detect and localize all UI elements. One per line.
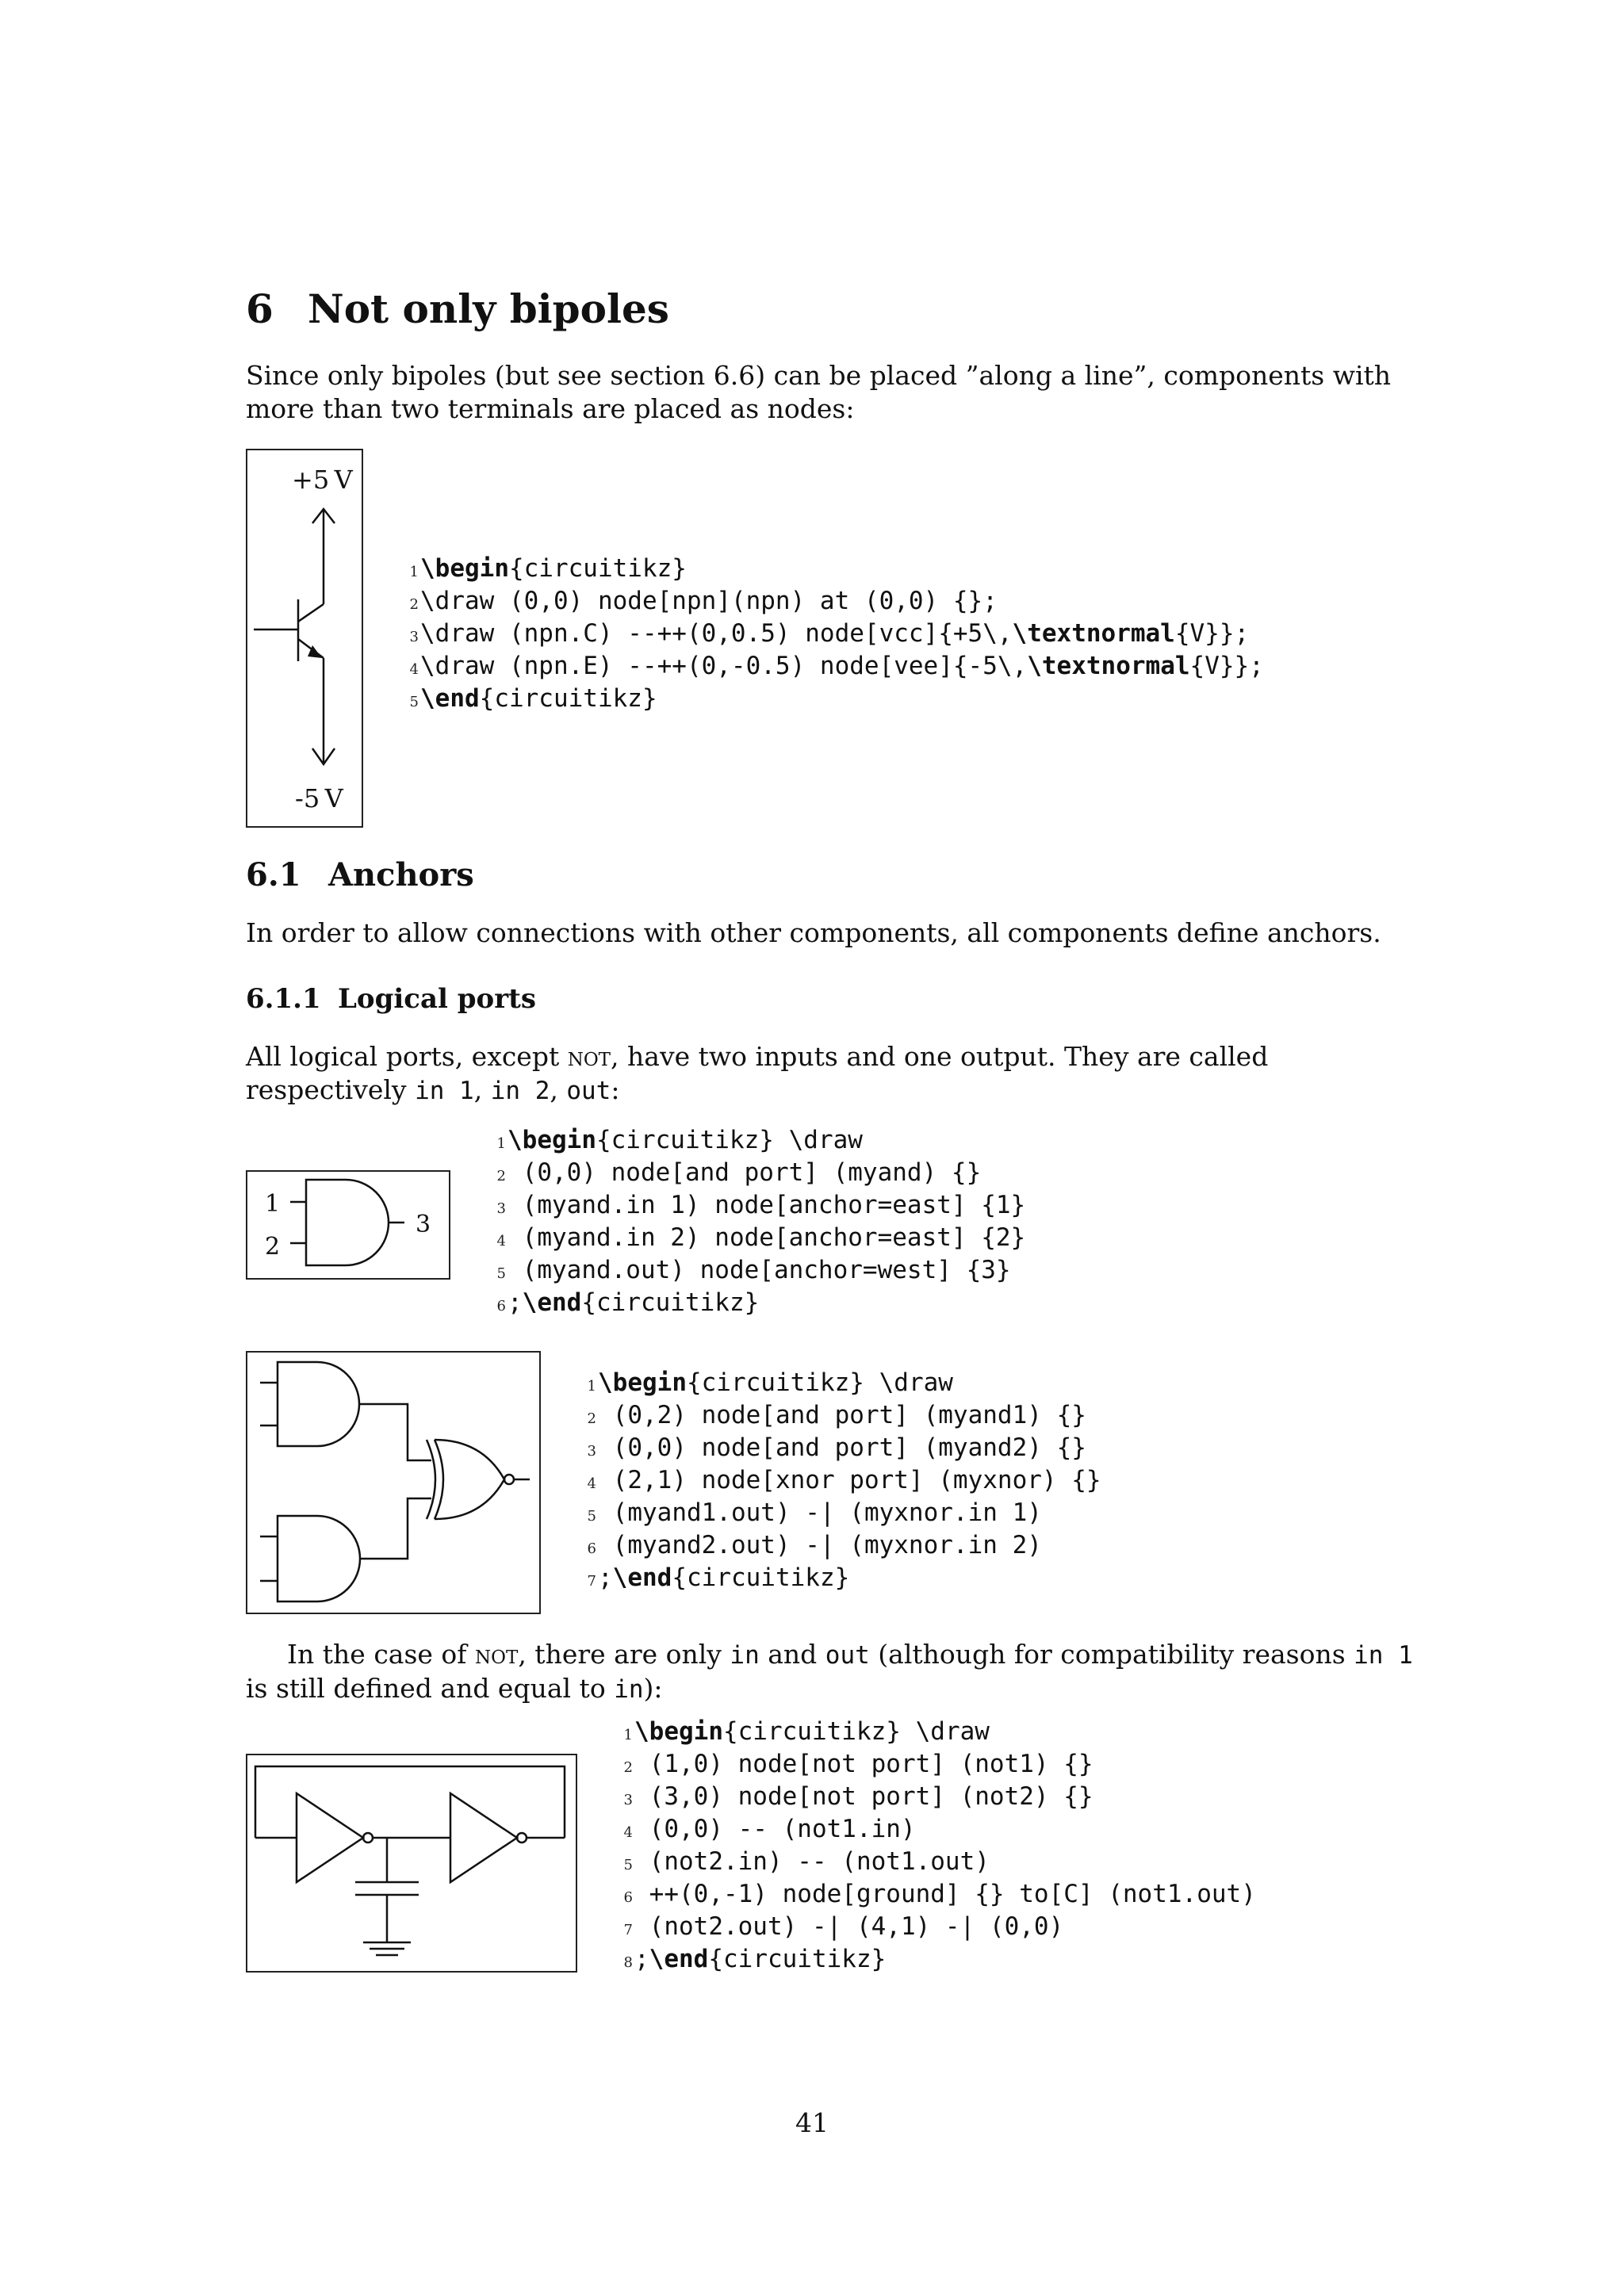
and-gate-drawing: [247, 1172, 449, 1278]
subsubsection-title: Logical ports: [338, 983, 536, 1015]
subsection-number: 6.1: [246, 856, 301, 894]
not-circuit-drawing: [247, 1755, 576, 1971]
xnor-circuit-drawing: [247, 1353, 539, 1613]
code-line: 3 (myand.in 1) node[anchor=east] {1}: [496, 1191, 1026, 1219]
vee-label: -5 V: [295, 783, 343, 813]
code-line: 2\draw (0,0) node[npn](npn) at (0,0) {};: [409, 587, 998, 615]
code-line: 4 (myand.in 2) node[anchor=east] {2}: [496, 1223, 1026, 1252]
xnor-figure: [246, 1351, 541, 1614]
and-out-label: 3: [416, 1211, 431, 1238]
code-line: 3 (0,0) node[and port] (myand2) {}: [587, 1433, 1086, 1462]
code-line: 1\begin{circuitikz} \draw: [496, 1126, 863, 1154]
code-line: 1\begin{circuitikz}: [409, 554, 687, 583]
code-line: 7;\end{circuitikz}: [587, 1563, 850, 1592]
code-line: 8;\end{circuitikz}: [623, 1945, 887, 1973]
code-line: 4 (2,1) node[xnor port] (myxnor) {}: [587, 1466, 1101, 1494]
and-port-figure: [246, 1170, 450, 1280]
anchors-paragraph: In order to allow connections with other components, all components define anchors.: [246, 917, 1381, 948]
code-line: 1\begin{circuitikz} \draw: [623, 1717, 990, 1746]
code-line: 6 (myand2.out) -| (myxnor.in 2): [587, 1531, 1042, 1559]
logical-ports-paragraph: All logical ports, except not, have two inputs and one output. They are called respectively in 1, in 2, out:: [246, 1041, 1269, 1105]
section-number: 6: [246, 285, 274, 332]
and-code-listing: [490, 1124, 1025, 1319]
not-figure: [246, 1754, 577, 1973]
code-line: 5 (myand1.out) -| (myxnor.in 1): [587, 1498, 1042, 1527]
code-line: 1\begin{circuitikz} \draw: [587, 1368, 953, 1397]
subsubsection-number: 6.1.1: [246, 983, 321, 1015]
npn-code-listing: [403, 553, 1264, 715]
code-line: 5 (myand.out) node[anchor=west] {3}: [496, 1256, 1011, 1284]
and-in1-label: 1: [265, 1190, 281, 1218]
xnor-code-listing: [580, 1367, 1101, 1594]
and-in2-label: 2: [265, 1233, 281, 1261]
section-heading: [246, 285, 669, 332]
subsubsection-heading: [246, 983, 536, 1015]
code-line: 5 (not2.in) -- (not1.out): [623, 1847, 990, 1876]
subsection-heading: [246, 856, 474, 894]
code-line: 3\draw (npn.C) --++(0,0.5) node[vcc]{+5\,\textnormal{V}};: [409, 619, 1250, 648]
intro-paragraph: Since only bipoles (but see section 6.6) can be placed ”along a line”, components with more than two terminals are placed as nodes:: [246, 360, 1392, 424]
npn-circuit-drawing: [247, 450, 362, 826]
code-line: 2 (0,2) node[and port] (myand1) {}: [587, 1401, 1086, 1429]
page-number: 41: [795, 2107, 829, 2138]
code-line: 2 (0,0) node[and port] (myand) {}: [496, 1158, 982, 1187]
code-line: 6 ++(0,-1) node[ground] {} to[C] (not1.out): [623, 1880, 1256, 1908]
not-paragraph: In the case of not, there are only in and out (although for compatibility reasons in 1 is still defined and equal to in):: [246, 1639, 1413, 1704]
section-title: Not only bipoles: [308, 285, 669, 332]
vcc-label: +5 V: [292, 465, 353, 495]
code-line: 3 (3,0) node[not port] (not2) {}: [623, 1782, 1094, 1811]
code-line: 7 (not2.out) -| (4,1) -| (0,0): [623, 1912, 1064, 1941]
code-line: 4\draw (npn.E) --++(0,-0.5) node[vee]{-5\,\textnormal{V}};: [409, 652, 1264, 680]
code-line: 5\end{circuitikz}: [409, 684, 657, 713]
subsection-title: Anchors: [328, 856, 474, 894]
code-line: 2 (1,0) node[not port] (not1) {}: [623, 1750, 1094, 1778]
code-line: 6;\end{circuitikz}: [496, 1288, 760, 1317]
npn-figure: [246, 449, 363, 828]
code-line: 4 (0,0) -- (not1.in): [623, 1815, 916, 1843]
not-code-listing: [617, 1716, 1256, 1976]
